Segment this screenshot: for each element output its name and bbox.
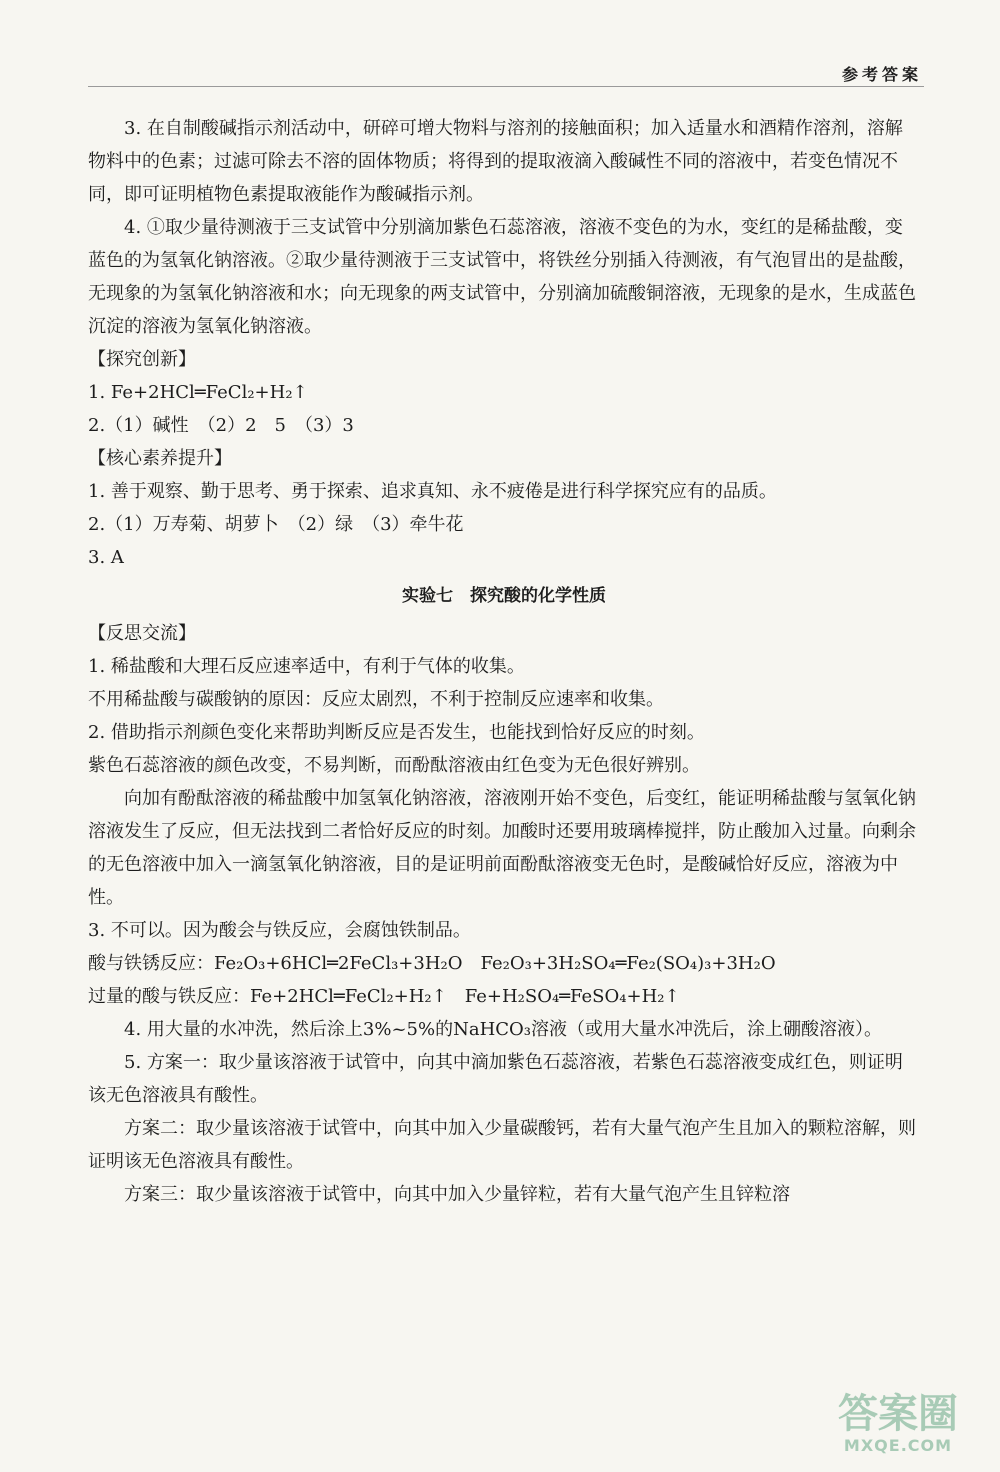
- paragraph: 2.（1）碱性 （2）2 5 （3）3: [88, 415, 354, 436]
- paragraph: 1. Fe+2HCl═FeCl₂+H₂↑: [88, 382, 308, 403]
- paragraph: 紫色石蕊溶液的颜色改变，不易判断，而酚酞溶液由红色变为无色很好辨别。: [88, 755, 700, 776]
- watermark-url: MXQE.COM: [843, 1436, 953, 1455]
- header-divider: [88, 86, 924, 87]
- paragraph: 3. A: [88, 547, 124, 568]
- answer-content: [88, 112, 920, 1211]
- watermark-text: 答案圈: [838, 1391, 958, 1437]
- paragraph: 3. 在自制酸碱指示剂活动中，研碎可增大物料与溶剂的接触面积；加入适量水和酒精作溶剂，溶解物料中的色素；过滤可除去不溶的固体物质；将得到的提取液滴入酸碱性不同的溶液中，若变色情况不同，即可证明植物色素提取液能作为酸碱指示剂。: [88, 118, 903, 205]
- watermark-logo: [818, 1392, 978, 1464]
- paragraph: 【探究创新】: [88, 349, 196, 370]
- paragraph: 4. 用大量的水冲洗，然后涂上3%~5%的NaHCO₃溶液（或用大量水冲洗后，涂上硼酸溶液）。: [124, 1019, 883, 1040]
- page-header-title: 参考答案: [841, 65, 922, 84]
- paragraph: 过量的酸与铁反应：Fe+2HCl═FeCl₂+H₂↑ Fe+H₂SO₄═FeSO₄+H₂↑: [88, 986, 680, 1007]
- paragraph: 【核心素养提升】: [88, 448, 232, 469]
- paragraph: 【反思交流】: [88, 623, 196, 644]
- paragraph: 3. 不可以。因为酸会与铁反应，会腐蚀铁制品。: [88, 920, 471, 941]
- paragraph: 1. 稀盐酸和大理石反应速率适中，有利于气体的收集。: [88, 656, 525, 677]
- paragraph: 酸与铁锈反应：Fe₂O₃+6HCl═2FeCl₃+3H₂O Fe₂O₃+3H₂SO₄═Fe₂(SO₄)₃+3H₂O: [88, 953, 776, 974]
- paragraph: 2.（1）万寿菊、胡萝卜 （2）绿 （3）牵牛花: [88, 514, 464, 535]
- paragraph: 4. ①取少量待测液于三支试管中分别滴加紫色石蕊溶液，溶液不变色的为水，变红的是稀盐酸，变蓝色的为氢氧化钠溶液。②取少量待测液于三支试管中，将铁丝分别插入待测液，有气泡冒出的是盐酸，无现象的为氢氧化钠溶液和水；向无现象的两支试管中，分别滴加硫酸铜溶液，无现象的是水，生成蓝色沉淀的溶液为氢氧化钠溶液。: [88, 217, 916, 337]
- paragraph: 向加有酚酞溶液的稀盐酸中加氢氧化钠溶液，溶液刚开始不变色，后变红，能证明稀盐酸与氢氧化钠溶液发生了反应，但无法找到二者恰好反应的时刻。加酸时还要用玻璃棒搅拌，防止酸加入过量。向剩余的无色溶液中加入一滴氢氧化钠溶液，目的是证明前面酚酞溶液变无色时，是酸碱恰好反应，溶液为中性。: [88, 788, 916, 908]
- paragraph: 方案三：取少量该溶液于试管中，向其中加入少量锌粒，若有大量气泡产生且锌粒溶: [124, 1184, 790, 1205]
- paragraph: 1. 善于观察、勤于思考、勇于探索、追求真知、永不疲倦是进行科学探究应有的品质。: [88, 481, 777, 502]
- paragraph: 2. 借助指示剂颜色变化来帮助判断反应是否发生，也能找到恰好反应的时刻。: [88, 722, 705, 743]
- section-title: 实验七 探究酸的化学性质: [402, 586, 606, 606]
- paragraph: 不用稀盐酸与碳酸钠的原因：反应太剧烈，不利于控制反应速率和收集。: [88, 689, 664, 710]
- paragraph: 方案二：取少量该溶液于试管中，向其中加入少量碳酸钙，若有大量气泡产生且加入的颗粒溶解，则证明该无色溶液具有酸性。: [88, 1118, 916, 1172]
- paragraph: 5. 方案一：取少量该溶液于试管中，向其中滴加紫色石蕊溶液，若紫色石蕊溶液变成红色，则证明该无色溶液具有酸性。: [88, 1052, 903, 1106]
